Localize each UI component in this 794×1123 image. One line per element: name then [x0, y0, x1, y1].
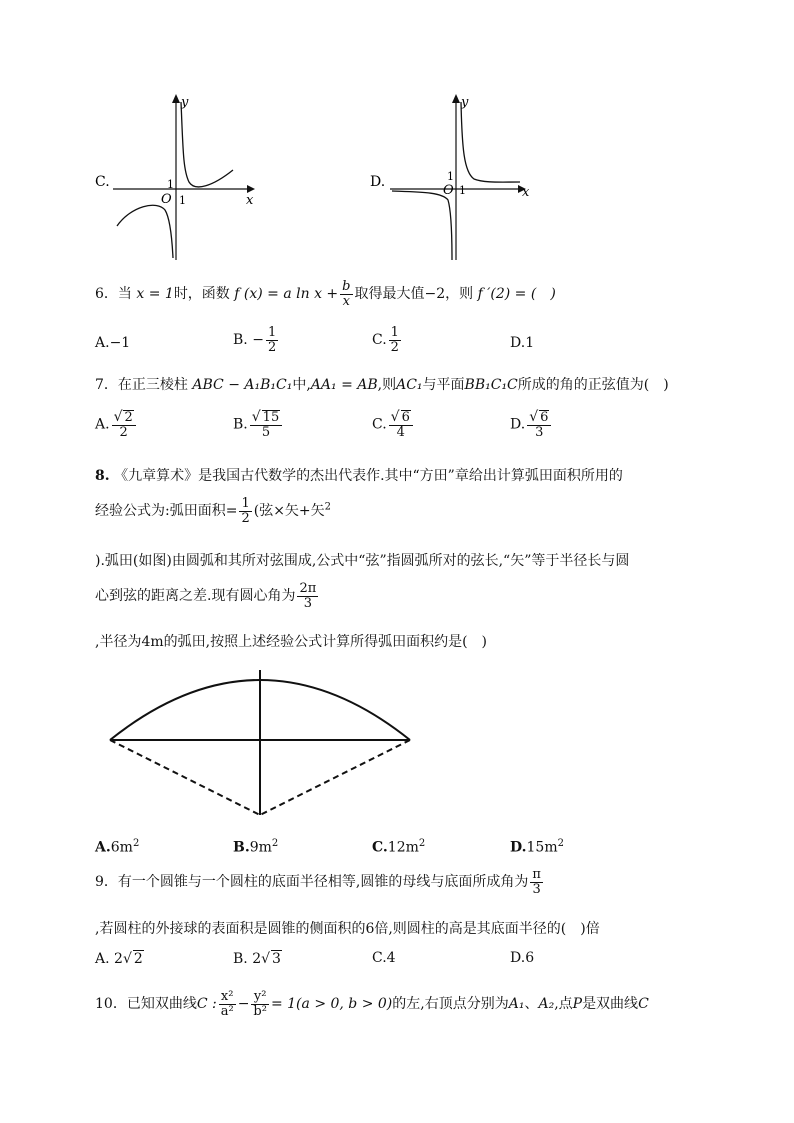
graph-c-x-label: x [246, 193, 254, 208]
radius-left [110, 740, 260, 815]
radius-right [260, 740, 410, 815]
q9-option-c[interactable]: C.4 [372, 950, 396, 966]
q9-option-a[interactable]: A. 2√ 2 [95, 951, 143, 967]
q6-stem: 6．当 x = 1时，函数 f (x) = a ln x + $\frac{b}{x}$ 取得最大值−2，则 f ′(2) = ( ) [95, 279, 556, 309]
graph-c-origin: O [161, 192, 172, 207]
q7-number: 7． [95, 377, 118, 393]
q6-func: f (x) = a ln x + [234, 286, 339, 303]
q8-option-d[interactable]: $D.15m^2$ [510, 838, 564, 856]
q7-option-a[interactable]: A. $\frac{√ 2}{2}$ [95, 410, 138, 439]
q6-option-c[interactable]: C. $\frac{1}{2}$ [372, 325, 399, 355]
q8-line3: ).弧田(如图)由圆弧和其所对弦围成,公式中“弦”指圆弧所对的弦长,“矢”等于半径长与圆 [95, 553, 630, 569]
q6-ask: f ′(2) = ( ) [477, 286, 556, 303]
q9-line1: 9．有一个圆锥与一个圆柱的底面半径相等,圆锥的母线与底面所成角为 $\frac{\pi}{3}$ [95, 867, 541, 897]
q6-number: 6． [95, 286, 118, 303]
q8-option-c[interactable]: $C.12m^2$ [372, 838, 426, 856]
graph-d-origin: O [443, 183, 454, 198]
q10-stem: 10．已知双曲线C : $\frac{\text{x²}}{\text{a²}}$ − $\frac{\text{y²}}{\text{b²}}$ = 1(a > 0, b > 0)的左,右顶点分别为A₁、A₂,点P是双曲线C [95, 989, 649, 1019]
graph-c-y-label: y [181, 95, 189, 110]
q8-option-a[interactable]: $A.6m^2$ [95, 838, 140, 856]
q6-frac: $\frac{b}{x}$ [342, 279, 351, 309]
q8-line5: ,半径为4m的弧田,按照上述经验公式计算所得弧田面积约是( ) [95, 634, 488, 650]
arc-field-figure [100, 660, 420, 822]
graph-c-option: C. [95, 174, 110, 190]
graph-c-x-arrow [247, 185, 255, 193]
graph-d-left-branch [392, 191, 452, 260]
graph-d-right-branch [461, 102, 520, 182]
q6-option-b[interactable]: B. − $\frac{1}{2}$ [233, 325, 277, 355]
q7-option-c[interactable]: C. $\frac{√ 6}{4}$ [372, 410, 415, 439]
q7-stem: 7．在正三棱柱 ABC − A₁B₁C₁中,AA₁ = AB,则AC₁与平面BB₁C₁C所成的角的正弦值为( ) [95, 377, 669, 393]
q6-option-d[interactable]: D.1 [510, 335, 535, 351]
graph-d-x-label: x [522, 185, 530, 200]
graph-d-tick-x: 1 [459, 184, 466, 197]
q6-maxval: −2 [424, 286, 446, 303]
graph-c-left-branch [117, 205, 173, 258]
q9-option-b[interactable]: B. 2√ 3 [233, 951, 281, 967]
graph-c [95, 88, 265, 264]
q7-option-b[interactable]: B. $\frac{√ 15}{5}$ [233, 410, 284, 439]
q9-line2: ,若圆柱的外接球的表面积是圆锥的侧面积的6倍,则圆柱的高是其底面半径的( )倍 [95, 921, 600, 937]
graph-c-right-branch [181, 102, 233, 187]
q9-option-d[interactable]: D.6 [510, 950, 535, 966]
q8-option-b[interactable]: $B.9m^2$ [233, 838, 279, 856]
graph-c-y-arrow [172, 94, 180, 103]
q7-option-d[interactable]: D. $\frac{√ 6}{3}$ [510, 410, 553, 439]
q8-line2: 经验公式为:弧田面积= $\frac{1}{2}$ (弦×矢+矢$^2$ [95, 496, 332, 526]
q6-option-a[interactable]: A.−1 [95, 335, 131, 351]
graph-d-tick-y: 1 [447, 170, 454, 183]
q8-line1: 8. 《九章算术》是我国古代数学的杰出代表作.其中“方田”章给出计算弧田面积所用的 [95, 468, 623, 484]
graph-c-tick-y: 1 [167, 178, 174, 191]
graph-d-y-arrow [452, 94, 460, 103]
graph-c-tick-x: 1 [179, 194, 186, 207]
graph-d-y-label: y [461, 95, 469, 110]
graph-d [370, 88, 540, 264]
graph-d-option: D. [370, 174, 386, 190]
q6-cond: x = 1 [136, 286, 174, 303]
q8-line4: 心到弦的距离之差.现有圆心角为 $\frac{2\pi}{3}$ [95, 581, 317, 611]
